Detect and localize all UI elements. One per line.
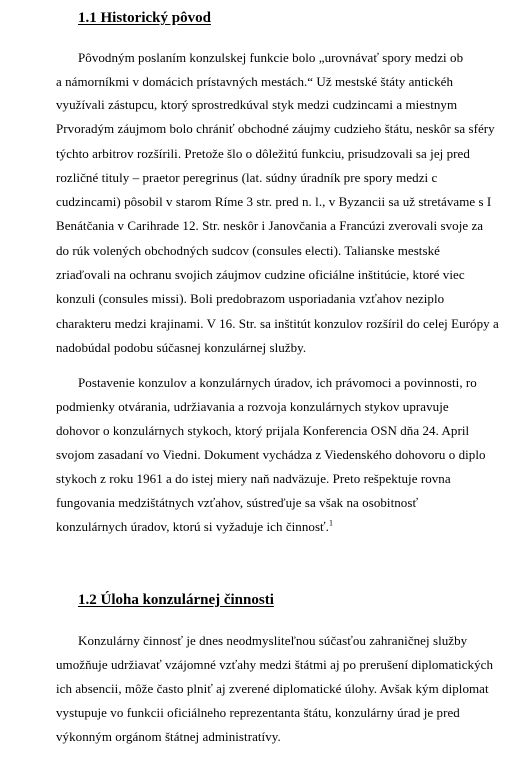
text-line: dohovor o konzulárnych stykoch, ktorý prijala Konferencia OSN dňa 24. April bbox=[56, 423, 470, 438]
footnote-ref[interactable]: 1 bbox=[328, 518, 334, 528]
text-line: konzuli (consules missi). Boli predobrazom usporiadania vzťahov neziplo bbox=[56, 291, 445, 306]
text-line: výkonným orgánom štátnej administratívy. bbox=[56, 729, 281, 744]
text-line: charakteru medzi krajinami. V 16. Str. sa inštitút konzulov rozšíril do celej Európy a bbox=[56, 316, 499, 331]
text-line-content: konzulárnych úradov, ktorú si vyžaduje ich činnosť. bbox=[56, 519, 329, 534]
text-line: svojom zasadaní vo Viedni. Dokument vychádza z Viedenského dohovoru o diplo bbox=[56, 447, 486, 462]
text-line: Prvoradým záujmom bolo chrániť obchodné záujmy cudzieho štátu, neskôr sa sféry bbox=[56, 121, 495, 136]
text-line: ich absencii, môže často plniť aj zverené diplomatické úlohy. Avšak kým diplomat bbox=[56, 681, 489, 696]
text-line: cudzincami) pôsobil v starom Ríme 3 str. pred n. l., v Byzancii sa už stretávame s I bbox=[56, 194, 492, 209]
text-line: Pôvodným poslaním konzulskej funkcie bolo „urovnávať spory medzi ob bbox=[78, 50, 464, 65]
text-line: Benátčania v Carihrade 12. Str. neskôr i Janovčania a Francúzi zverovali svoje za bbox=[56, 218, 484, 233]
text-line: týchto arbitrov rozšírili. Pretože šlo o dôležitú funkciu, prisudzovali sa jej pred bbox=[56, 146, 470, 161]
text-line: a námorníkmi v domácich prístavných mestách.“ Už mestské štáty antickéh bbox=[56, 74, 454, 89]
text-line: vystupuje vo funkcii oficiálneho reprezentanta štátu, konzulárny úrad je pred bbox=[56, 705, 460, 720]
text-line: nadobúdal podobu súčasnej konzulárnej služby. bbox=[56, 340, 307, 355]
section-heading-historicky-povod: 1.1 Historický pôvod bbox=[78, 10, 211, 26]
text-line: do rúk volených obchodných sudcov (consules electi). Talianske mestské bbox=[56, 243, 440, 258]
text-line: fungovania medzištátnych vzťahov, sústreďuje sa však na osobitnosť bbox=[56, 495, 419, 510]
text-line: podmienky otvárania, udržiavania a rozvoja konzulárnych stykov upravuje bbox=[56, 399, 449, 414]
text-line: stykoch z roku 1961 a do istej miery naň nadväzuje. Preto rešpektuje rovna bbox=[56, 471, 451, 486]
text-line: rozličné tituly – praetor peregrinus (lat. súdny úradník pre spory medzi c bbox=[56, 170, 438, 185]
text-line: umožňuje udržiavať vzájomné vzťahy medzi štátmi aj po prerušení diplomatických bbox=[56, 657, 494, 672]
text-line: zriaďovali na ochranu svojich záujmov cudzine oficiálne inštitúcie, ktoré viec bbox=[56, 267, 465, 282]
text-line bbox=[56, 519, 333, 535]
section-heading-uloha-konzularnej-cinnosti: 1.2 Úloha konzulárnej činnosti bbox=[78, 592, 274, 608]
text-line: využívali zástupcu, ktorý sprostredkúval styk medzi cudzincami a miestnym bbox=[56, 97, 458, 112]
text-line: Konzulárny činnosť je dnes neodmysliteľnou súčasťou zahraničnej služby bbox=[78, 633, 468, 648]
text-line: Postavenie konzulov a konzulárnych úradov, ich právomoci a povinnosti, ro bbox=[78, 375, 477, 390]
